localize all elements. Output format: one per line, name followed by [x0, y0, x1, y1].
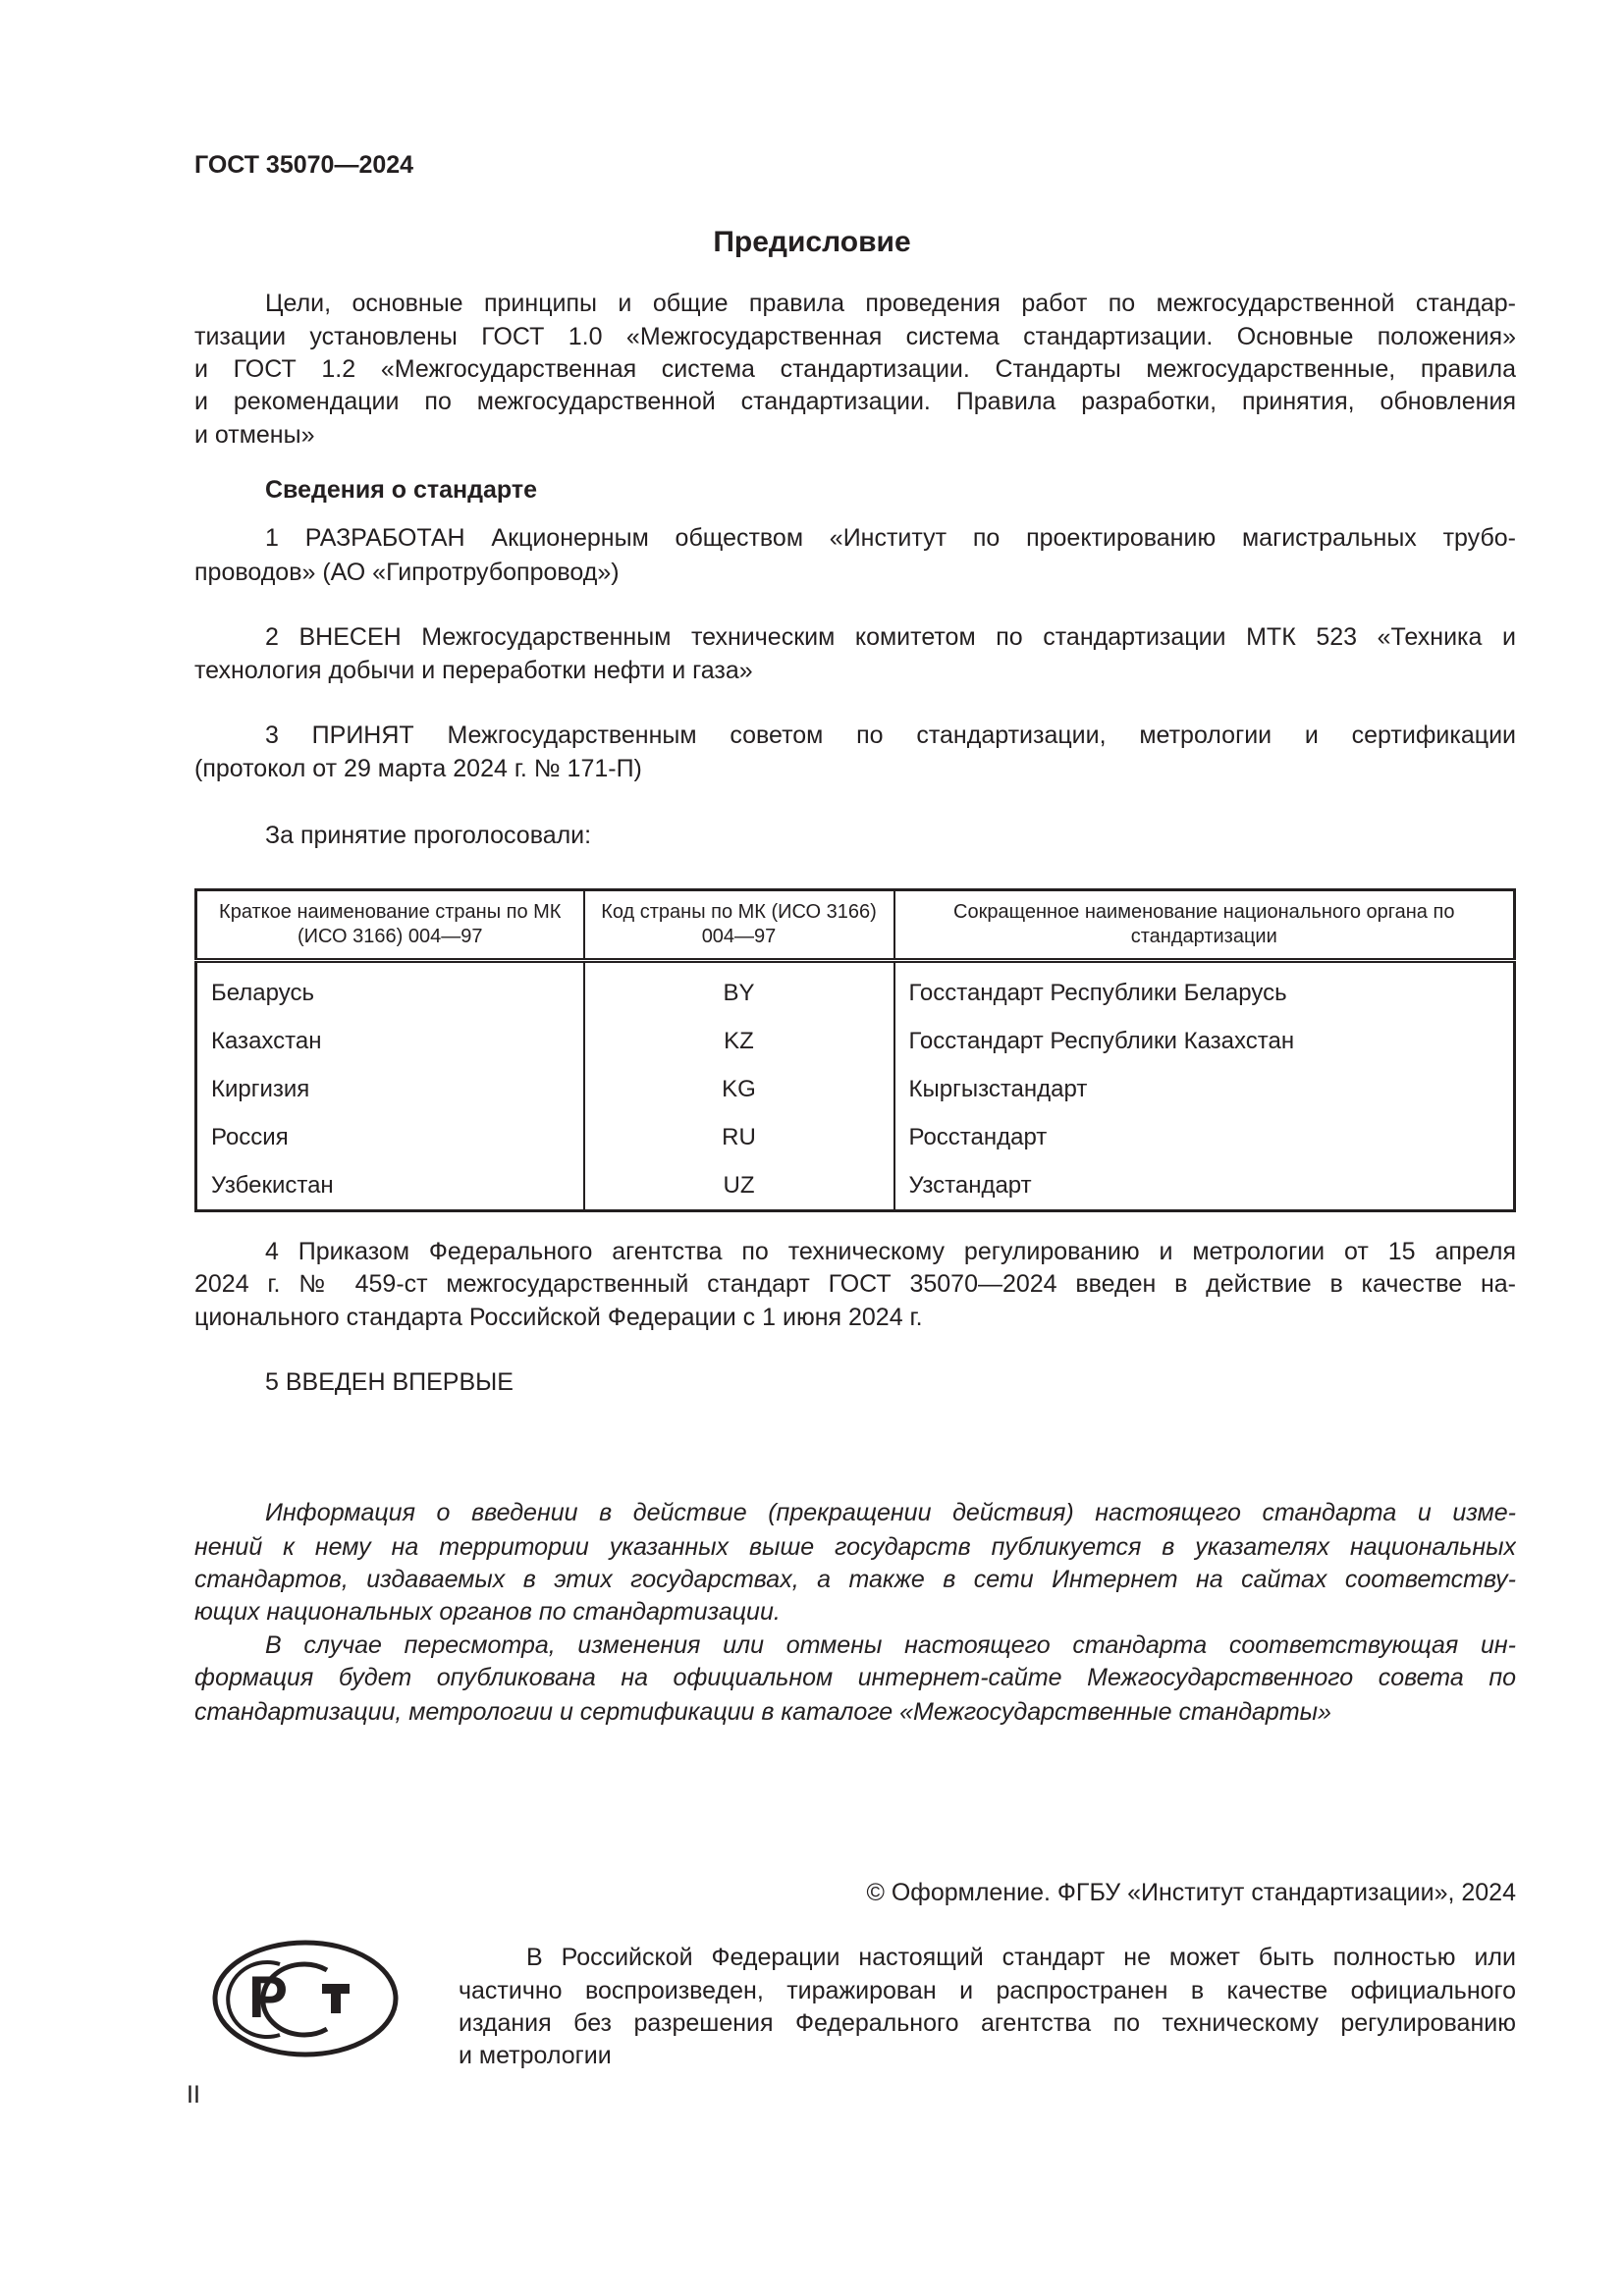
foreword-paragraph-line: и отмены» — [194, 421, 315, 449]
rst-logo — [211, 1939, 400, 2058]
item-adopted-line: 3 ПРИНЯТ Межгосударственным советом по стандартизации, метрологии и сертификации — [265, 721, 1516, 749]
cell-body: Кыргызстандарт — [894, 1065, 1515, 1113]
item-submitted-line: 2 ВНЕСЕН Межгосударственным техническим комитетом по стандартизации МТК 523 «Техника и — [265, 623, 1516, 651]
rights-notice-line: В Российской Федерации настоящий стандарт не может быть полностью или — [526, 1944, 1516, 1971]
revision-paragraph-line: формация будет опубликована на официальном интернет-сайте Межгосударственного совета по — [194, 1664, 1516, 1691]
copyright: © Оформление. ФГБУ «Институт стандартизации», 2024 — [866, 1879, 1516, 1906]
foreword-paragraph-line: и рекомендации по межгосударственной стандартизации. Правила разработки, принятия, обновления — [194, 388, 1516, 415]
cell-code: RU — [584, 1113, 894, 1161]
item-developed-line: проводов» (АО «Гипротрубопровод») — [194, 559, 620, 586]
vote-label: За принятие проголосовали: — [265, 822, 592, 849]
cell-body: Узстандарт — [894, 1161, 1515, 1211]
info-paragraph-line: Информация о введении в действие (прекращении действия) настоящего стандарта и изме- — [265, 1499, 1516, 1526]
revision-paragraph-line: В случае пересмотра, изменения или отмены настоящего стандарта соответствующая ин- — [265, 1631, 1516, 1659]
foreword-paragraph-line: тизации установлены ГОСТ 1.0 «Межгосударственная система стандартизации. Основные положения» — [194, 323, 1516, 350]
table-row — [196, 961, 1515, 1018]
cell-code: UZ — [584, 1161, 894, 1211]
revision-paragraph-line: стандартизации, метрологии и сертификации в каталоге «Межгосударственные стандарты» — [194, 1698, 1331, 1726]
info-paragraph-line: стандартов, издаваемых в этих государствах, а также в сети Интернет на сайтах соответству- — [194, 1566, 1516, 1593]
item-adopted-line: (протокол от 29 марта 2024 г. № 171-П) — [194, 755, 642, 782]
table-header-row — [196, 890, 1515, 961]
rights-notice-line: и метрологии — [459, 2042, 612, 2069]
page-number: II — [187, 2081, 200, 2109]
cell-body: Госстандарт Республики Беларусь — [894, 961, 1515, 1018]
item-order-line: 2024 г. № 459-ст межгосударственный стандарт ГОСТ 35070—2024 введен в действие в качестве на- — [194, 1270, 1516, 1298]
table-row — [196, 1161, 1515, 1211]
foreword-paragraph-line: Цели, основные принципы и общие правила проведения работ по межгосударственной стандар- — [265, 290, 1516, 317]
column-header-body: Сокращенное наименование национального органа по стандартизации — [894, 890, 1515, 961]
item-order-line: 4 Приказом Федерального агентства по техническому регулированию и метрологии от 15 апреля — [265, 1238, 1516, 1265]
rights-notice-line: издания без разрешения Федерального агентства по техническому регулированию — [459, 2009, 1516, 2037]
subheading: Сведения о стандарте — [265, 476, 538, 504]
cell-code: KG — [584, 1065, 894, 1113]
foreword-paragraph-line: и ГОСТ 1.2 «Межгосударственная система стандартизации. Стандарты межгосударственные, правила — [194, 355, 1516, 383]
column-header-code: Код страны по МК (ИСО 3166) 004—97 — [584, 890, 894, 961]
item-submitted-line: технология добычи и переработки нефти и газа» — [194, 657, 753, 684]
document-header: ГОСТ 35070—2024 — [194, 151, 414, 179]
table-row — [196, 1017, 1515, 1065]
cell-body: Росстандарт — [894, 1113, 1515, 1161]
page-title: Предисловие — [713, 226, 911, 258]
info-paragraph-line: нений к нему на территории указанных выше государств публикуется в указателях национальных — [194, 1533, 1516, 1561]
cell-body: Госстандарт Республики Казахстан — [894, 1017, 1515, 1065]
table-row — [196, 1113, 1515, 1161]
cell-country: Узбекистан — [211, 1171, 334, 1199]
cell-country: Беларусь — [211, 979, 314, 1006]
rights-notice-line: частично воспроизведен, тиражирован и распространен в качестве официального — [459, 1977, 1516, 2004]
cell-country: Казахстан — [211, 1027, 322, 1054]
item-order-line: ционального стандарта Российской Федерации с 1 июня 2024 г. — [194, 1304, 923, 1331]
cell-country: Киргизия — [211, 1075, 310, 1102]
voting-table — [194, 888, 1516, 1212]
table-row — [196, 1065, 1515, 1113]
cell-code: BY — [584, 961, 894, 1018]
cell-code: KZ — [584, 1017, 894, 1065]
column-header-country: Краткое наименование страны по МК (ИСО 3166) 004—97 — [196, 890, 584, 961]
info-paragraph-line: ющих национальных органов по стандартизации. — [194, 1598, 781, 1626]
item-developed-line: 1 РАЗРАБОТАН Акционерным обществом «Институт по проектированию магистральных трубо- — [265, 524, 1516, 552]
svg-text:Р: Р — [248, 1964, 289, 2030]
cell-country: Россия — [211, 1123, 289, 1150]
item-first-introduced-line: 5 ВВЕДЕН ВПЕРВЫЕ — [265, 1368, 514, 1396]
